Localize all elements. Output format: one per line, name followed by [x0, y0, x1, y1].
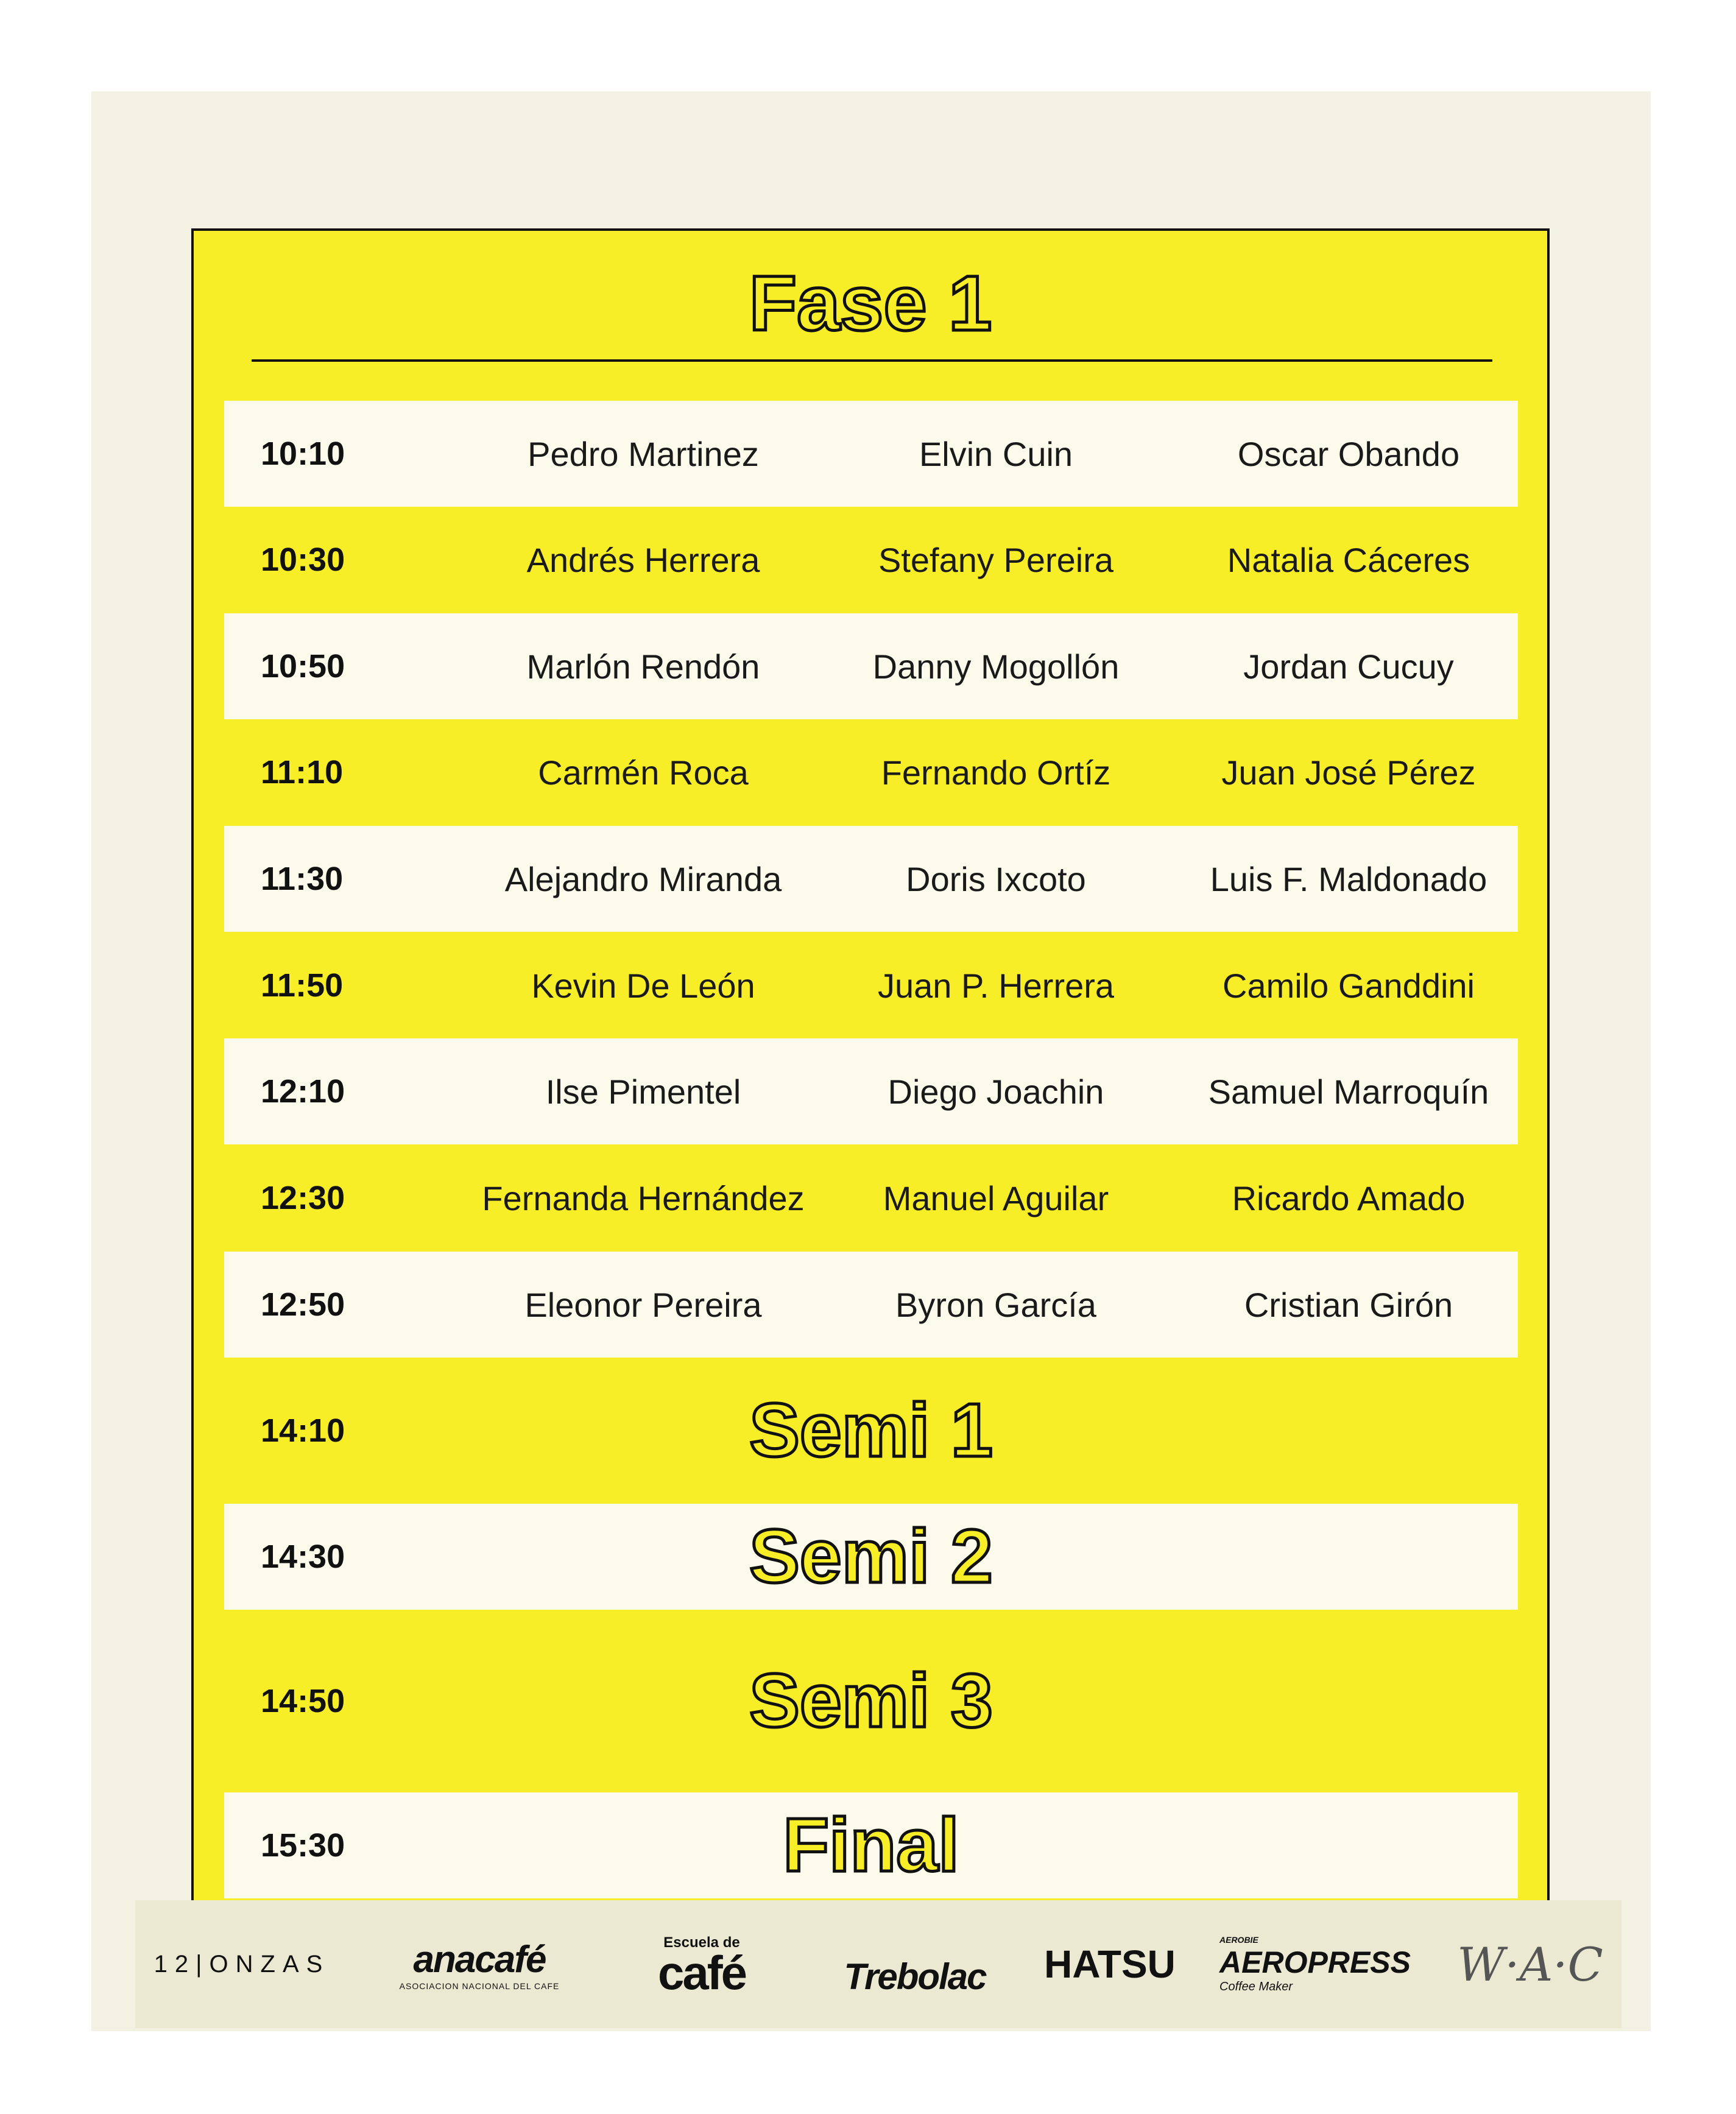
competitor-name: Juan P. Herrera	[877, 966, 1115, 1005]
aeropress-logo-small: Coffee Maker	[1219, 1979, 1293, 1993]
competitor-name: Fernanda Hernández	[482, 1179, 805, 1217]
hatsu-logo-text: HATSU	[1044, 1942, 1176, 1986]
slot-time: 14:10	[261, 1412, 345, 1449]
competitor-name: Manuel Aguilar	[883, 1179, 1109, 1217]
competitor-name: Byron García	[895, 1285, 1096, 1324]
competitor-name: Eleonor Pereira	[524, 1285, 762, 1324]
onzas-logo	[147, 1900, 336, 2028]
aeropress-logo-big: AEROPRESS	[1219, 1945, 1411, 1979]
competitor-name: Ilse Pimentel	[545, 1072, 741, 1111]
schedule-row	[224, 1252, 1518, 1358]
stage-label: Semi 1	[749, 1389, 993, 1473]
competitor-name: Stefany Pereira	[878, 540, 1113, 579]
schedule-board	[191, 228, 1550, 1926]
competitor-name: Carmén Roca	[538, 753, 749, 792]
stage-label: Final	[783, 1803, 959, 1887]
competitor-name: Alejandro Miranda	[504, 859, 782, 898]
wac-logo	[1451, 1900, 1609, 2028]
slot-time: 11:50	[261, 967, 344, 1004]
stage-label: Semi 3	[749, 1659, 993, 1743]
trebolac-logo	[824, 1900, 1006, 2028]
wac-logo-text: W·A·C	[1457, 1937, 1603, 1992]
aeropress-logo-tiny: AEROBIE	[1219, 1934, 1258, 1945]
competitor-name: Fernando Ortíz	[881, 753, 1111, 792]
anacafe-logo-text: anacafé	[413, 1938, 546, 1981]
escuela-logo-big: café	[657, 1946, 746, 1999]
slot-time: 15:30	[261, 1827, 345, 1864]
schedule-row	[224, 1145, 1518, 1251]
onzas-logo-text: 12|ONZAS	[153, 1950, 330, 1978]
sponsor-strip	[135, 1900, 1621, 2028]
trebolac-logo-text: Trebolac	[844, 1956, 986, 1997]
stage-label: Semi 2	[749, 1515, 993, 1599]
competitor-name: Camilo Ganddini	[1223, 966, 1475, 1005]
schedule-row	[224, 401, 1518, 507]
schedule-row	[224, 932, 1518, 1038]
escuela-logo-small: Escuela de	[663, 1934, 740, 1951]
competitor-name: Elvin Cuin	[919, 434, 1073, 473]
aeropress-logo	[1219, 1900, 1420, 2028]
slot-time: 10:30	[261, 541, 345, 578]
stage-row	[224, 1358, 1518, 1504]
competitor-name: Juan José Pérez	[1221, 753, 1476, 792]
slot-time: 11:10	[261, 754, 344, 791]
competitor-name: Kevin De León	[531, 966, 755, 1005]
stage-row	[224, 1610, 1518, 1792]
stage-row	[224, 1504, 1518, 1610]
competitor-name: Pedro Martinez	[528, 434, 759, 473]
escuela-de-cafe-logo	[623, 1900, 781, 2028]
schedule-row	[224, 1038, 1518, 1144]
anacafe-logo	[373, 1900, 586, 2028]
competitor-name: Cristian Girón	[1244, 1285, 1453, 1324]
competitor-name: Doris Ixcoto	[906, 859, 1086, 898]
competitor-name: Danny Mogollón	[872, 647, 1120, 686]
slot-time: 12:50	[261, 1286, 345, 1323]
schedule-row	[224, 719, 1518, 825]
competitor-name: Jordan Cucuy	[1243, 647, 1454, 686]
anacafe-logo-subtitle: ASOCIACION NACIONAL DEL CAFE	[399, 1981, 560, 1991]
stage-row	[224, 1792, 1518, 1898]
schedule-row	[224, 507, 1518, 613]
schedule-row	[224, 826, 1518, 932]
competitor-name: Samuel Marroquín	[1208, 1072, 1489, 1111]
hatsu-logo	[1031, 1900, 1189, 2028]
competitor-name: Diego Joachin	[887, 1072, 1104, 1111]
slot-time: 11:30	[261, 861, 344, 897]
slot-time: 14:30	[261, 1538, 345, 1575]
competitor-name: Luis F. Maldonado	[1210, 859, 1487, 898]
slot-time: 14:50	[261, 1683, 345, 1719]
slot-time: 12:10	[261, 1073, 345, 1110]
competitor-name: Ricardo Amado	[1232, 1179, 1466, 1217]
competitor-name: Oscar Obando	[1237, 434, 1460, 473]
competitor-name: Natalia Cáceres	[1227, 540, 1470, 579]
phase-title: Fase 1	[749, 260, 992, 347]
slot-time: 10:10	[261, 435, 345, 472]
slot-time: 12:30	[261, 1180, 345, 1216]
title-divider	[252, 359, 1492, 362]
slot-time: 10:50	[261, 648, 345, 685]
competitor-name: Marlón Rendón	[526, 647, 760, 686]
schedule-row	[224, 613, 1518, 719]
competitor-name: Andrés Herrera	[526, 540, 760, 579]
